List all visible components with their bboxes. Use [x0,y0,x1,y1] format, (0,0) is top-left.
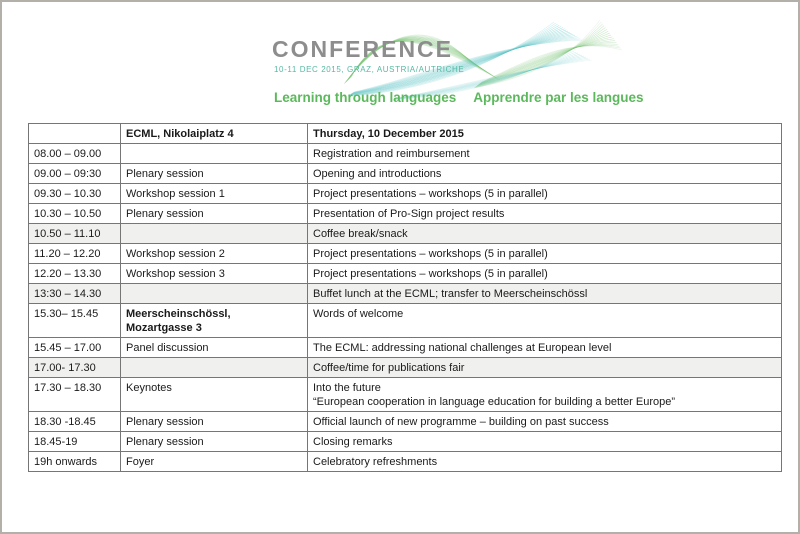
conference-logo-subtitle: 10-11 DEC 2015, GRAZ, AUSTRIA/AUTRICHE [274,65,465,74]
day-column-header: Thursday, 10 December 2015 [308,124,782,144]
description-cell: The ECML: addressing national challenges at European level [308,338,782,358]
session-cell: Plenary session [121,204,308,224]
session-cell: Foyer [121,452,308,472]
description-cell: Buffet lunch at the ECML; transfer to Meerscheinschössl [308,284,782,304]
description-cell: Presentation of Pro-Sign project results [308,204,782,224]
table-row [29,264,782,284]
time-cell: 09.00 – 09:30 [29,164,121,184]
table-row [29,338,782,358]
table-row [29,432,782,452]
session-cell [121,224,308,244]
header-row [29,124,782,144]
time-cell: 12.20 – 13.30 [29,264,121,284]
table-row [29,164,782,184]
table-row [29,378,782,412]
session-cell: Meerscheinschössl, Mozartgasse 3 [121,304,308,338]
description-cell: Official launch of new programme – building on past success [308,412,782,432]
time-cell: 10.50 – 11.10 [29,224,121,244]
time-cell: 15.30– 15.45 [29,304,121,338]
description-cell: Coffee/time for publications fair [308,358,782,378]
table-row [29,358,782,378]
time-column-header [29,124,121,144]
table-row [29,244,782,264]
session-cell: Workshop session 1 [121,184,308,204]
time-cell: 09.30 – 10.30 [29,184,121,204]
description-cell: Project presentations – workshops (5 in parallel) [308,244,782,264]
description-cell: Coffee break/snack [308,224,782,244]
schedule-table-body [29,144,782,472]
location-column-header: ECML, Nikolaiplatz 4 [121,124,308,144]
schedule-table-head [29,124,782,144]
description-cell: Project presentations – workshops (5 in parallel) [308,184,782,204]
session-cell: Workshop session 2 [121,244,308,264]
session-cell: Plenary session [121,164,308,184]
session-cell: Keynotes [121,378,308,412]
time-cell: 18.30 -18.45 [29,412,121,432]
time-cell: 19h onwards [29,452,121,472]
table-row [29,144,782,164]
session-cell: Panel discussion [121,338,308,358]
description-cell: Words of welcome [308,304,782,338]
session-cell [121,358,308,378]
description-cell: Into the future “European cooperation in language education for building a better Europe” [308,378,782,412]
time-cell: 18.45-19 [29,432,121,452]
time-cell: 15.45 – 17.00 [29,338,121,358]
time-cell: 17.00- 17.30 [29,358,121,378]
time-cell: 17.30 – 18.30 [29,378,121,412]
description-cell: Opening and introductions [308,164,782,184]
tagline-french: Apprendre par les langues [473,90,644,105]
session-cell: Workshop session 3 [121,264,308,284]
table-row [29,224,782,244]
schedule-table [28,123,782,472]
table-row [29,304,782,338]
time-cell: 11.20 – 12.20 [29,244,121,264]
session-cell: Plenary session [121,412,308,432]
session-cell [121,144,308,164]
description-cell: Registration and reimbursement [308,144,782,164]
tagline-english: Learning through languages [274,90,457,105]
session-cell: Plenary session [121,432,308,452]
time-cell: 10.30 – 10.50 [29,204,121,224]
session-cell [121,284,308,304]
description-cell: Celebratory refreshments [308,452,782,472]
table-row [29,284,782,304]
time-cell: 08.00 – 09.00 [29,144,121,164]
conference-tagline [274,90,644,105]
time-cell: 13:30 – 14.30 [29,284,121,304]
description-cell: Closing remarks [308,432,782,452]
table-row [29,452,782,472]
conference-logo-title: CONFERENCE [272,36,454,62]
table-row [29,204,782,224]
table-row [29,412,782,432]
table-row [29,184,782,204]
description-cell: Project presentations – workshops (5 in parallel) [308,264,782,284]
